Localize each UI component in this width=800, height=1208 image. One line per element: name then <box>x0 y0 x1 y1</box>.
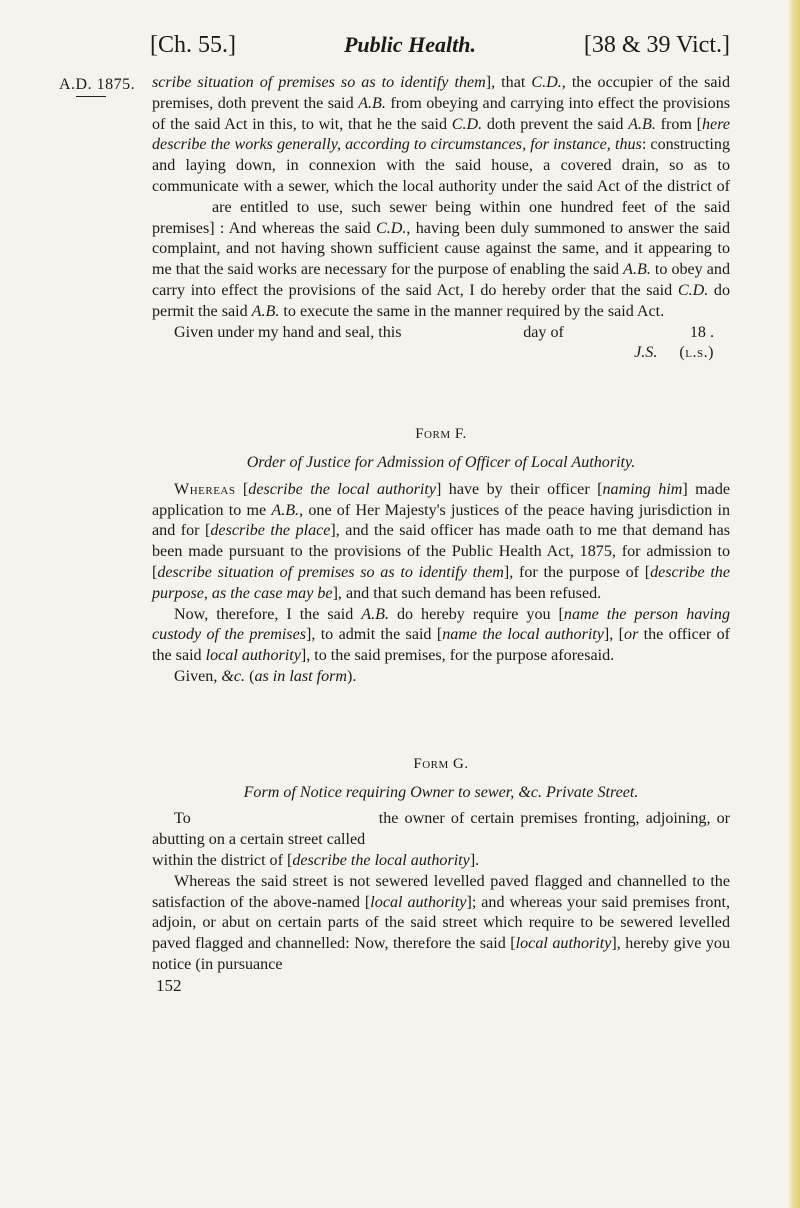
given-line: Given under my hand and seal, this day of 18 . <box>174 323 714 341</box>
margin-rule <box>76 96 106 97</box>
page-edge <box>788 0 800 1208</box>
form-g-heading: Form G. <box>413 755 469 772</box>
form-f-paragraph-3: Given, &c. (as in last form). <box>174 667 357 685</box>
form-g-paragraph-2: Whereas the said street is not sewered levelled paved flagged and channelled to the satisfaction of the above-named [local authority]; and whereas your said premises front, adjoin, or abut on certain parts of the said street which require to be sewered levelled paved flagged and channelled: Now, therefore the said [local authority], hereby give you notice (in pursuance <box>152 872 731 973</box>
page-number: 152 <box>156 975 182 995</box>
running-head <box>150 32 730 68</box>
regnal-year: [38 & 39 Vict.] <box>583 32 730 58</box>
form-f-paragraph-2: Now, therefore, I the said A.B. do hereby require you [name the person having custody of the premises], to admit the said [name the local authority], [or the officer of the said local authority], to the said premises, for the purpose aforesaid. <box>152 605 731 665</box>
chapter-reference: [Ch. 55.] <box>150 32 236 58</box>
form-f-paragraph-1: Whereas [describe the local authority] have by their officer [naming him] made application to me A.B., one of Her Majesty's justices of the peace having jurisdiction in and for [describe the place], and the said officer has made oath to me that demand has been made pursuant to the provisions of the Public Health Act, 1875, for admission to [describe situation of premises so as to identify them], for the purpose of [describe the purpose, as the case may be], and that such demand has been refused. <box>152 480 731 602</box>
page-body <box>152 73 730 996</box>
signature-line: J.S. (l.s.) <box>634 344 714 362</box>
form-f-heading: Form F. <box>415 426 467 443</box>
form-e-paragraph: scribe situation of premises so as to identify them], that C.D., the occupier of the said premises, doth prevent the said A.B. from obeying and carrying into effect the provisions of the said Act in this, to wit, that he the said C.D. doth prevent the said A.B. from [here describe the works generally, according to circumstances, for instance, thus: constructing and laying down, in connexion with the said house, a covered drain, so as to communicate with a sewer, which the local authority under the said Act of the district ofare entitled to use, such sewer being within one hundred feet of the said premises] : And whereas the said C.D., having been duly summoned to answer the said complaint, and not having shown sufficient cause against the same, and it appearing to me that the said works are necessary for the purpose of enabling the said A.B. to obey and carry into effect the provisions of the said Act, I do hereby order that the said C.D. do permit the said A.B. to execute the same in the manner required by the said Act. <box>152 74 731 320</box>
form-g-subtitle: Form of Notice requiring Owner to sewer, &c. Private Street. <box>243 783 639 801</box>
margin-date: A.D. 1875. <box>59 76 136 93</box>
running-title: Public Health. <box>343 32 476 57</box>
form-g-district-line: within the district of [describe the local authority]. <box>152 851 480 869</box>
form-f-subtitle: Order of Justice for Admission of Officer of Local Authority. <box>246 453 636 471</box>
form-g-to-line: To the owner of certain premises fronting, adjoining, or abutting on a certain street called <box>152 810 730 849</box>
